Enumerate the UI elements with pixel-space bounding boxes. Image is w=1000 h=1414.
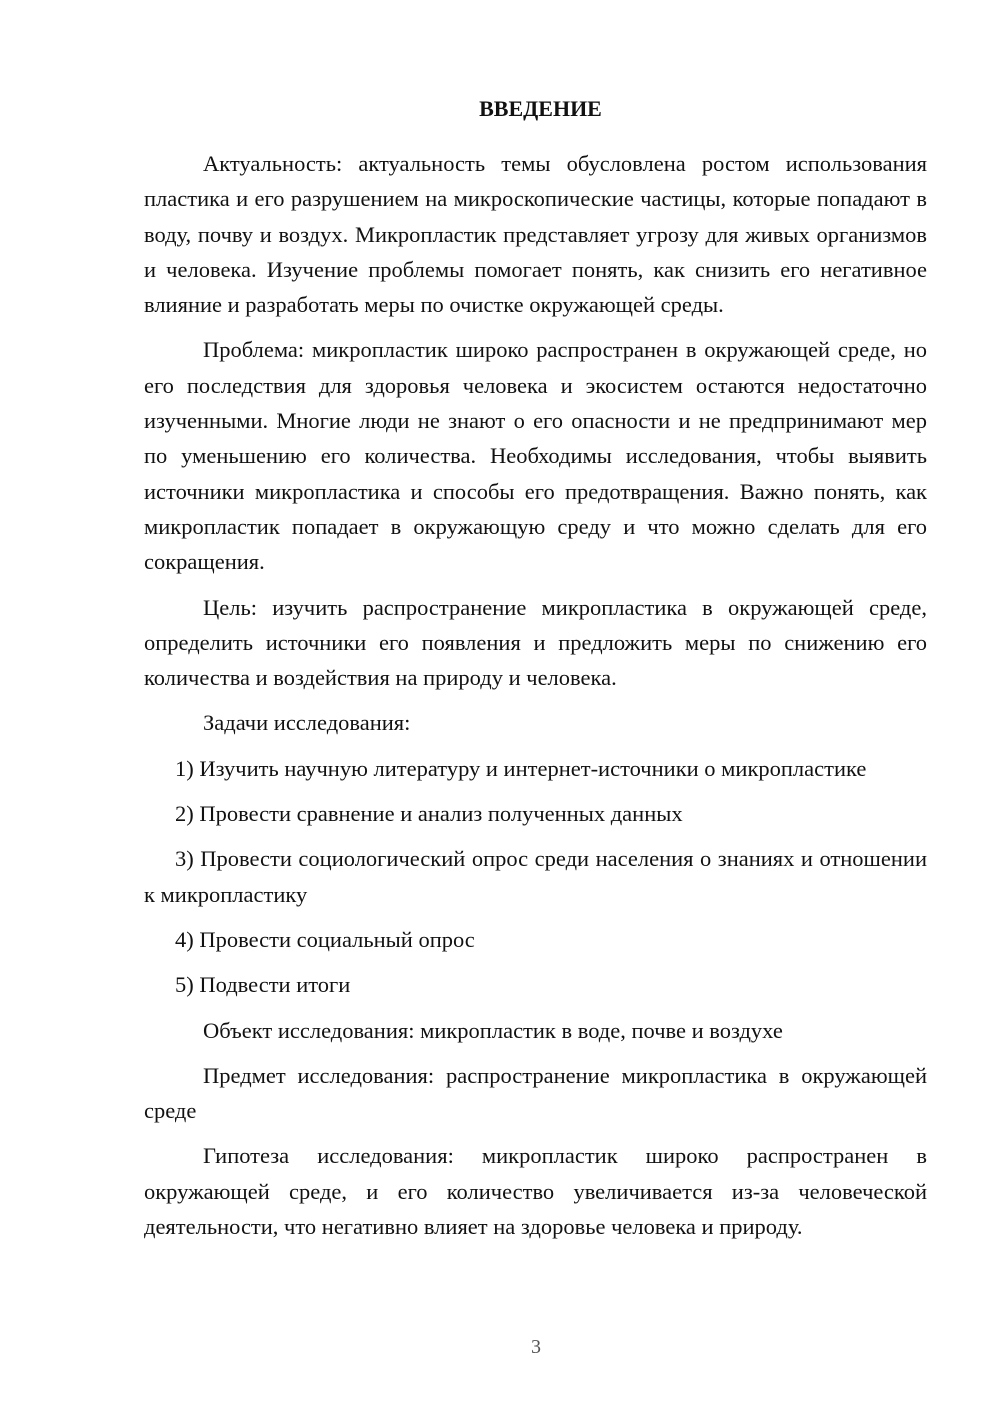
page-number: 3 [531, 1336, 541, 1358]
tasks-heading: Задачи исследования: [203, 710, 411, 736]
task-item-2: 2) Провести сравнение и анализ полученных данных [175, 801, 683, 827]
research-object-paragraph: Объект исследования: микропластик в воде, почве и воздухе [203, 1017, 783, 1043]
page-content [144, 96, 927, 1254]
task-item-1: 1) Изучить научную литературу и интернет-источники о микропластике [175, 755, 867, 781]
relevance-paragraph: Актуальность: актуальность темы обусловлена ростом использования пластика и его разрушением на микроскопические частицы, которые попадают в воду, почву и воздух. Микропластик представляет угрозу для живых организмов и человека. Изучение проблемы помогает понять, как снизить его негативное влияние и разработать меры по очистке окружающей среды. [144, 151, 927, 318]
section-heading: ВВЕДЕНИЕ [479, 96, 602, 121]
goal-paragraph: Цель: изучить распространение микропластика в окружающей среде, определить источники его появления и предложить меры по снижению его количества и воздействия на природу и человека. [144, 594, 927, 691]
problem-paragraph: Проблема: микропластик широко распространен в окружающей среде, но его последствия для здоровья человека и экосистем остаются недостаточно изученными. Многие люди не знают о его опасности и не предпринимают мер по уменьшению его количества. Необходимы исследования, чтобы выявить источники микропластика и способы его предотвращения. Важно понять, как микропластик попадает в окружающую среду и что можно сделать для его сокращения. [144, 337, 927, 575]
task-item-3: 3) Провести социологический опрос среди населения о знаниях и отношении к микропластику [144, 846, 927, 907]
hypothesis-paragraph: Гипотеза исследования: микропластик широко распространен в окружающей среде, и его количество увеличивается из-за человеческой деятельности, что негативно влияет на здоровье человека и природу. [144, 1143, 927, 1240]
task-item-5: 5) Подвести итоги [175, 972, 351, 998]
task-item-4: 4) Провести социальный опрос [175, 926, 475, 952]
research-subject-paragraph: Предмет исследования: распространение микропластика в окружающей среде [144, 1062, 927, 1124]
